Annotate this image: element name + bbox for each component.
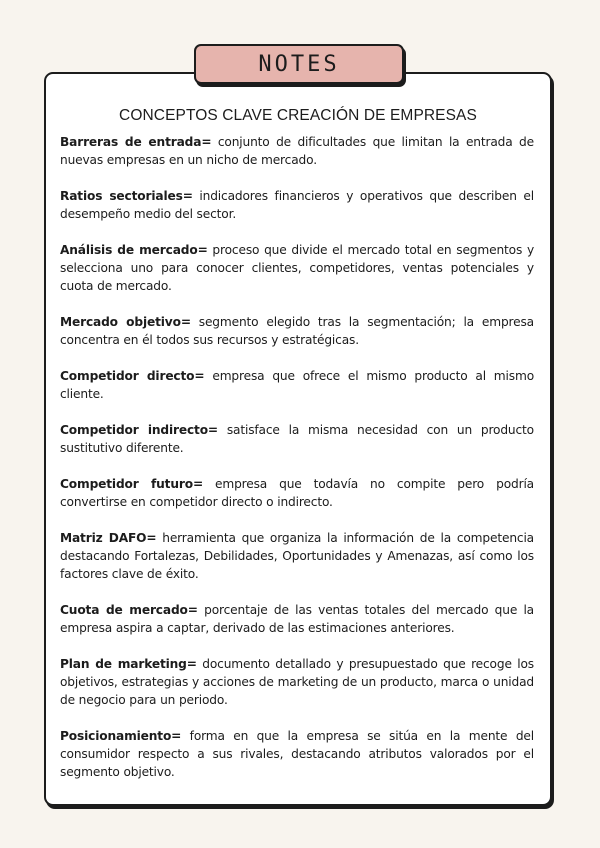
concept-definition: empresa que todavía no compite pero podría convertirse en competidor directo o indirecto. [60,477,534,509]
concept-entry [60,475,534,511]
concept-term: Análisis de mercado= [60,243,208,257]
concept-entry [60,241,534,295]
concept-term: Posicionamiento= [60,729,182,743]
concept-entry [60,421,534,457]
concept-entry [60,655,534,709]
concept-definition: proceso que divide el mercado total en segmentos y selecciona uno para conocer clientes, competidores, ventas potenciales y cuota de mercado. [60,243,535,293]
page-title: CONCEPTOS CLAVE CREACIÓN DE EMPRESAS [119,107,477,124]
concept-definition: empresa que ofrece el mismo producto al mismo cliente. [60,369,534,401]
concept-entry [60,313,534,349]
concept-term: Competidor directo= [60,369,205,383]
concept-term: Plan de marketing= [60,657,197,671]
concept-definition: forma en que la empresa se sitúa en la mente del consumidor respecto a sus rivales, destacando atributos valorados por el segmento objetivo. [60,729,534,779]
concept-term: Mercado objetivo= [60,315,191,329]
concept-entry [60,727,534,781]
concept-definition: herramienta que organiza la información de la competencia destacando Fortalezas, Debilidades, Oportunidades y Amenazas, así como los factores clave de éxito. [60,531,534,581]
concept-term: Competidor futuro= [60,477,204,491]
concept-entry [60,133,534,169]
concept-term: Ratios sectoriales= [60,189,193,203]
concept-list [60,133,534,799]
concept-term: Matriz DAFO= [60,531,157,545]
concept-definition: porcentaje de las ventas totales del mercado que la empresa aspira a captar, derivado de las estimaciones anteriores. [60,603,535,635]
concept-term: Barreras de entrada= [60,135,212,149]
concept-definition: documento detallado y presupuestado que recoge los objetivos, estrategias y acciones de marketing de un producto, marca o unidad de negocio para un periodo. [60,657,534,707]
concept-definition: satisface la misma necesidad con un producto sustitutivo diferente. [60,423,534,455]
concept-definition: indicadores financieros y operativos que describen el desempeño medio del sector. [60,189,534,221]
concept-definition: conjunto de dificultades que limitan la entrada de nuevas empresas en un nicho de mercado. [60,135,534,167]
concept-entry [60,601,534,637]
concept-definition: segmento elegido tras la segmentación; la empresa concentra en él todos sus recursos y estratégicas. [60,315,534,347]
concept-entry [60,529,534,583]
concept-term: Cuota de mercado= [60,603,198,617]
concept-entry [60,367,534,403]
concept-term: Competidor indirecto= [60,423,218,437]
concept-entry [60,187,534,223]
notes-tab-label: NOTES [194,44,404,84]
